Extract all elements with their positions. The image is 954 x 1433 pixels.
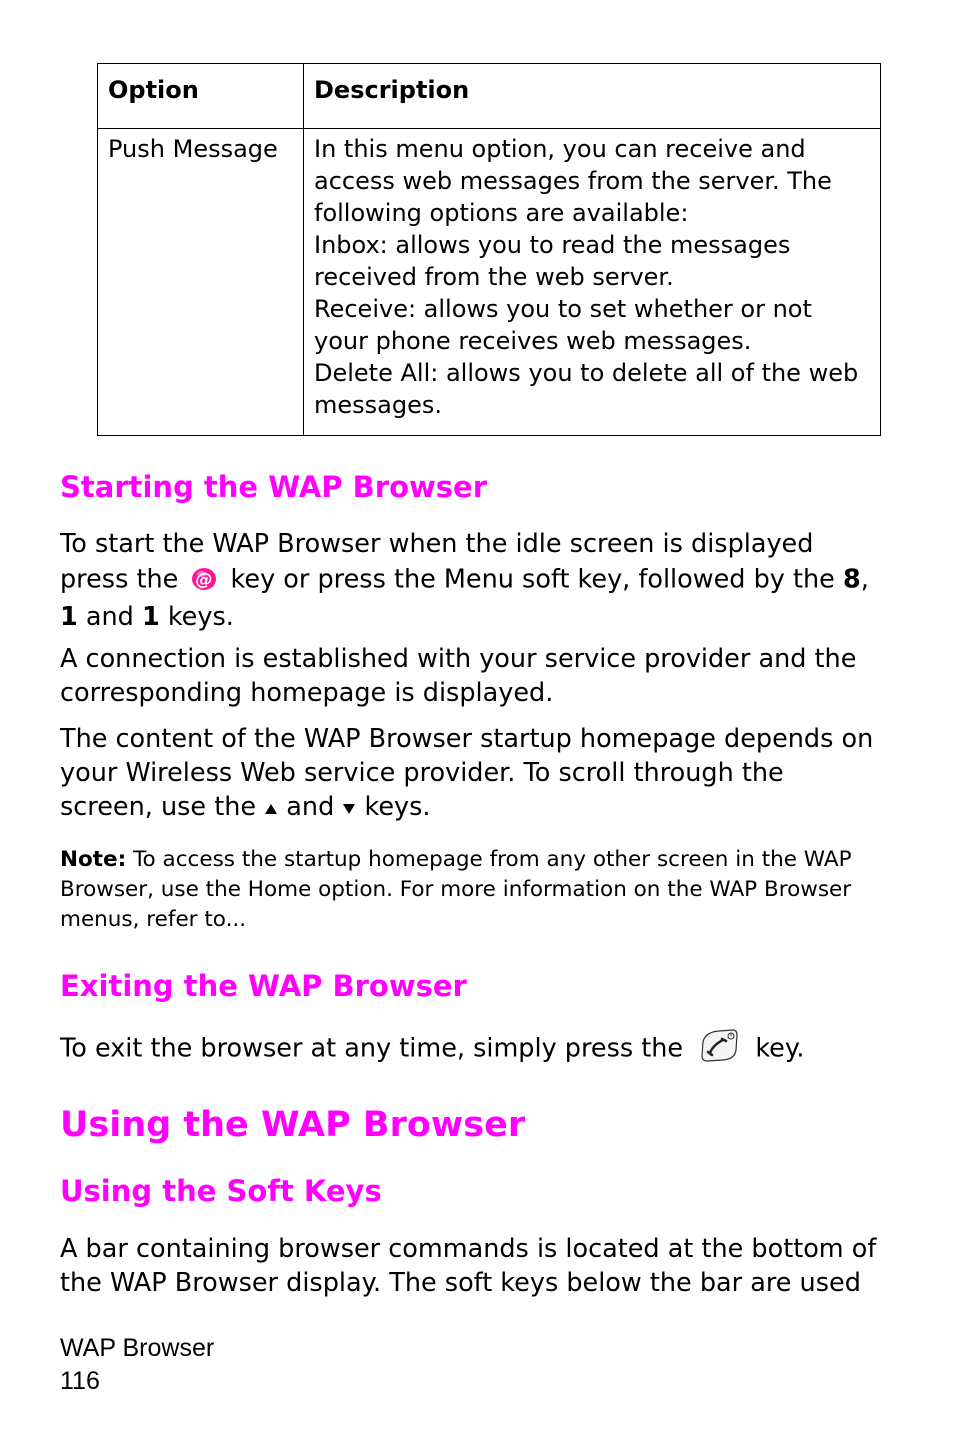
note-paragraph xyxy=(60,845,890,935)
table-cell-description xyxy=(304,129,881,436)
keys-text: keys. xyxy=(167,602,234,632)
wap-browser-key-icon xyxy=(186,561,222,600)
table-header-row xyxy=(98,64,881,129)
table-header-option: Option xyxy=(98,64,304,129)
paragraph-exit-instructions xyxy=(60,1026,880,1073)
up-arrow-icon xyxy=(264,791,278,825)
heading-using-wap-browser: Using the WAP Browser xyxy=(60,1105,526,1145)
exit-text-b: key. xyxy=(755,1033,805,1064)
exit-text-a: To exit the browser at any time, simply press the xyxy=(60,1033,684,1064)
start-text-a: To start the WAP Browser when the idle screen is displayed press the xyxy=(60,529,814,595)
arrows-and-text: and xyxy=(286,792,335,822)
paragraph-soft-keys: A bar containing browser commands is located at the bottom of the WAP Browser display. The soft keys below the bar are used xyxy=(60,1234,877,1298)
options-table xyxy=(97,63,881,436)
svg-text:@: @ xyxy=(195,570,213,590)
start-text-b: key or press the Menu soft key, followed by the xyxy=(230,564,835,595)
page-number: 116 xyxy=(60,1367,100,1395)
description-inbox: Inbox: allows you to read the messages received from the web server. xyxy=(314,231,791,291)
end-call-key-icon xyxy=(697,1026,741,1073)
heading-using-soft-keys: Using the Soft Keys xyxy=(60,1174,382,1208)
key-8: 8 xyxy=(842,564,861,595)
footer-section-name: WAP Browser xyxy=(60,1334,215,1362)
key-1-first: 1 xyxy=(60,602,78,632)
paragraph-connection: A connection is established with your service provider and the corresponding homepage is displayed. xyxy=(60,644,857,708)
key-separator: , xyxy=(860,564,869,595)
heading-exiting-wap-browser: Exiting the WAP Browser xyxy=(60,969,467,1003)
down-arrow-icon xyxy=(342,791,356,825)
table-row xyxy=(98,129,881,436)
description-receive: Receive: allows you to set whether or not your phone receives web messages. xyxy=(314,295,812,355)
homepage-text: The content of the WAP Browser startup homepage depends on your Wireless Web service provider. To scroll through the screen, use the xyxy=(60,724,874,822)
note-text: To access the startup homepage from any other screen in the WAP Browser, use the Home option. For more information on the WAP Browser menus, refer to... xyxy=(60,847,852,932)
key-1-second: 1 xyxy=(141,602,160,632)
arrows-keys-text: keys. xyxy=(364,792,431,822)
heading-starting-wap-browser: Starting the WAP Browser xyxy=(60,470,488,504)
footer xyxy=(60,1332,214,1398)
paragraph-startup-homepage xyxy=(60,722,880,825)
description-delete-all: Delete All: allows you to delete all of the web messages. xyxy=(314,359,859,419)
and-text: and xyxy=(85,602,134,632)
note-label: Note: xyxy=(60,847,127,872)
paragraph-start-instructions xyxy=(60,527,880,634)
table-header-description: Description xyxy=(304,64,881,129)
description-intro: In this menu option, you can receive and access web messages from the server. The following options are available: xyxy=(314,135,832,227)
table-cell-option: Push Message xyxy=(98,129,304,436)
